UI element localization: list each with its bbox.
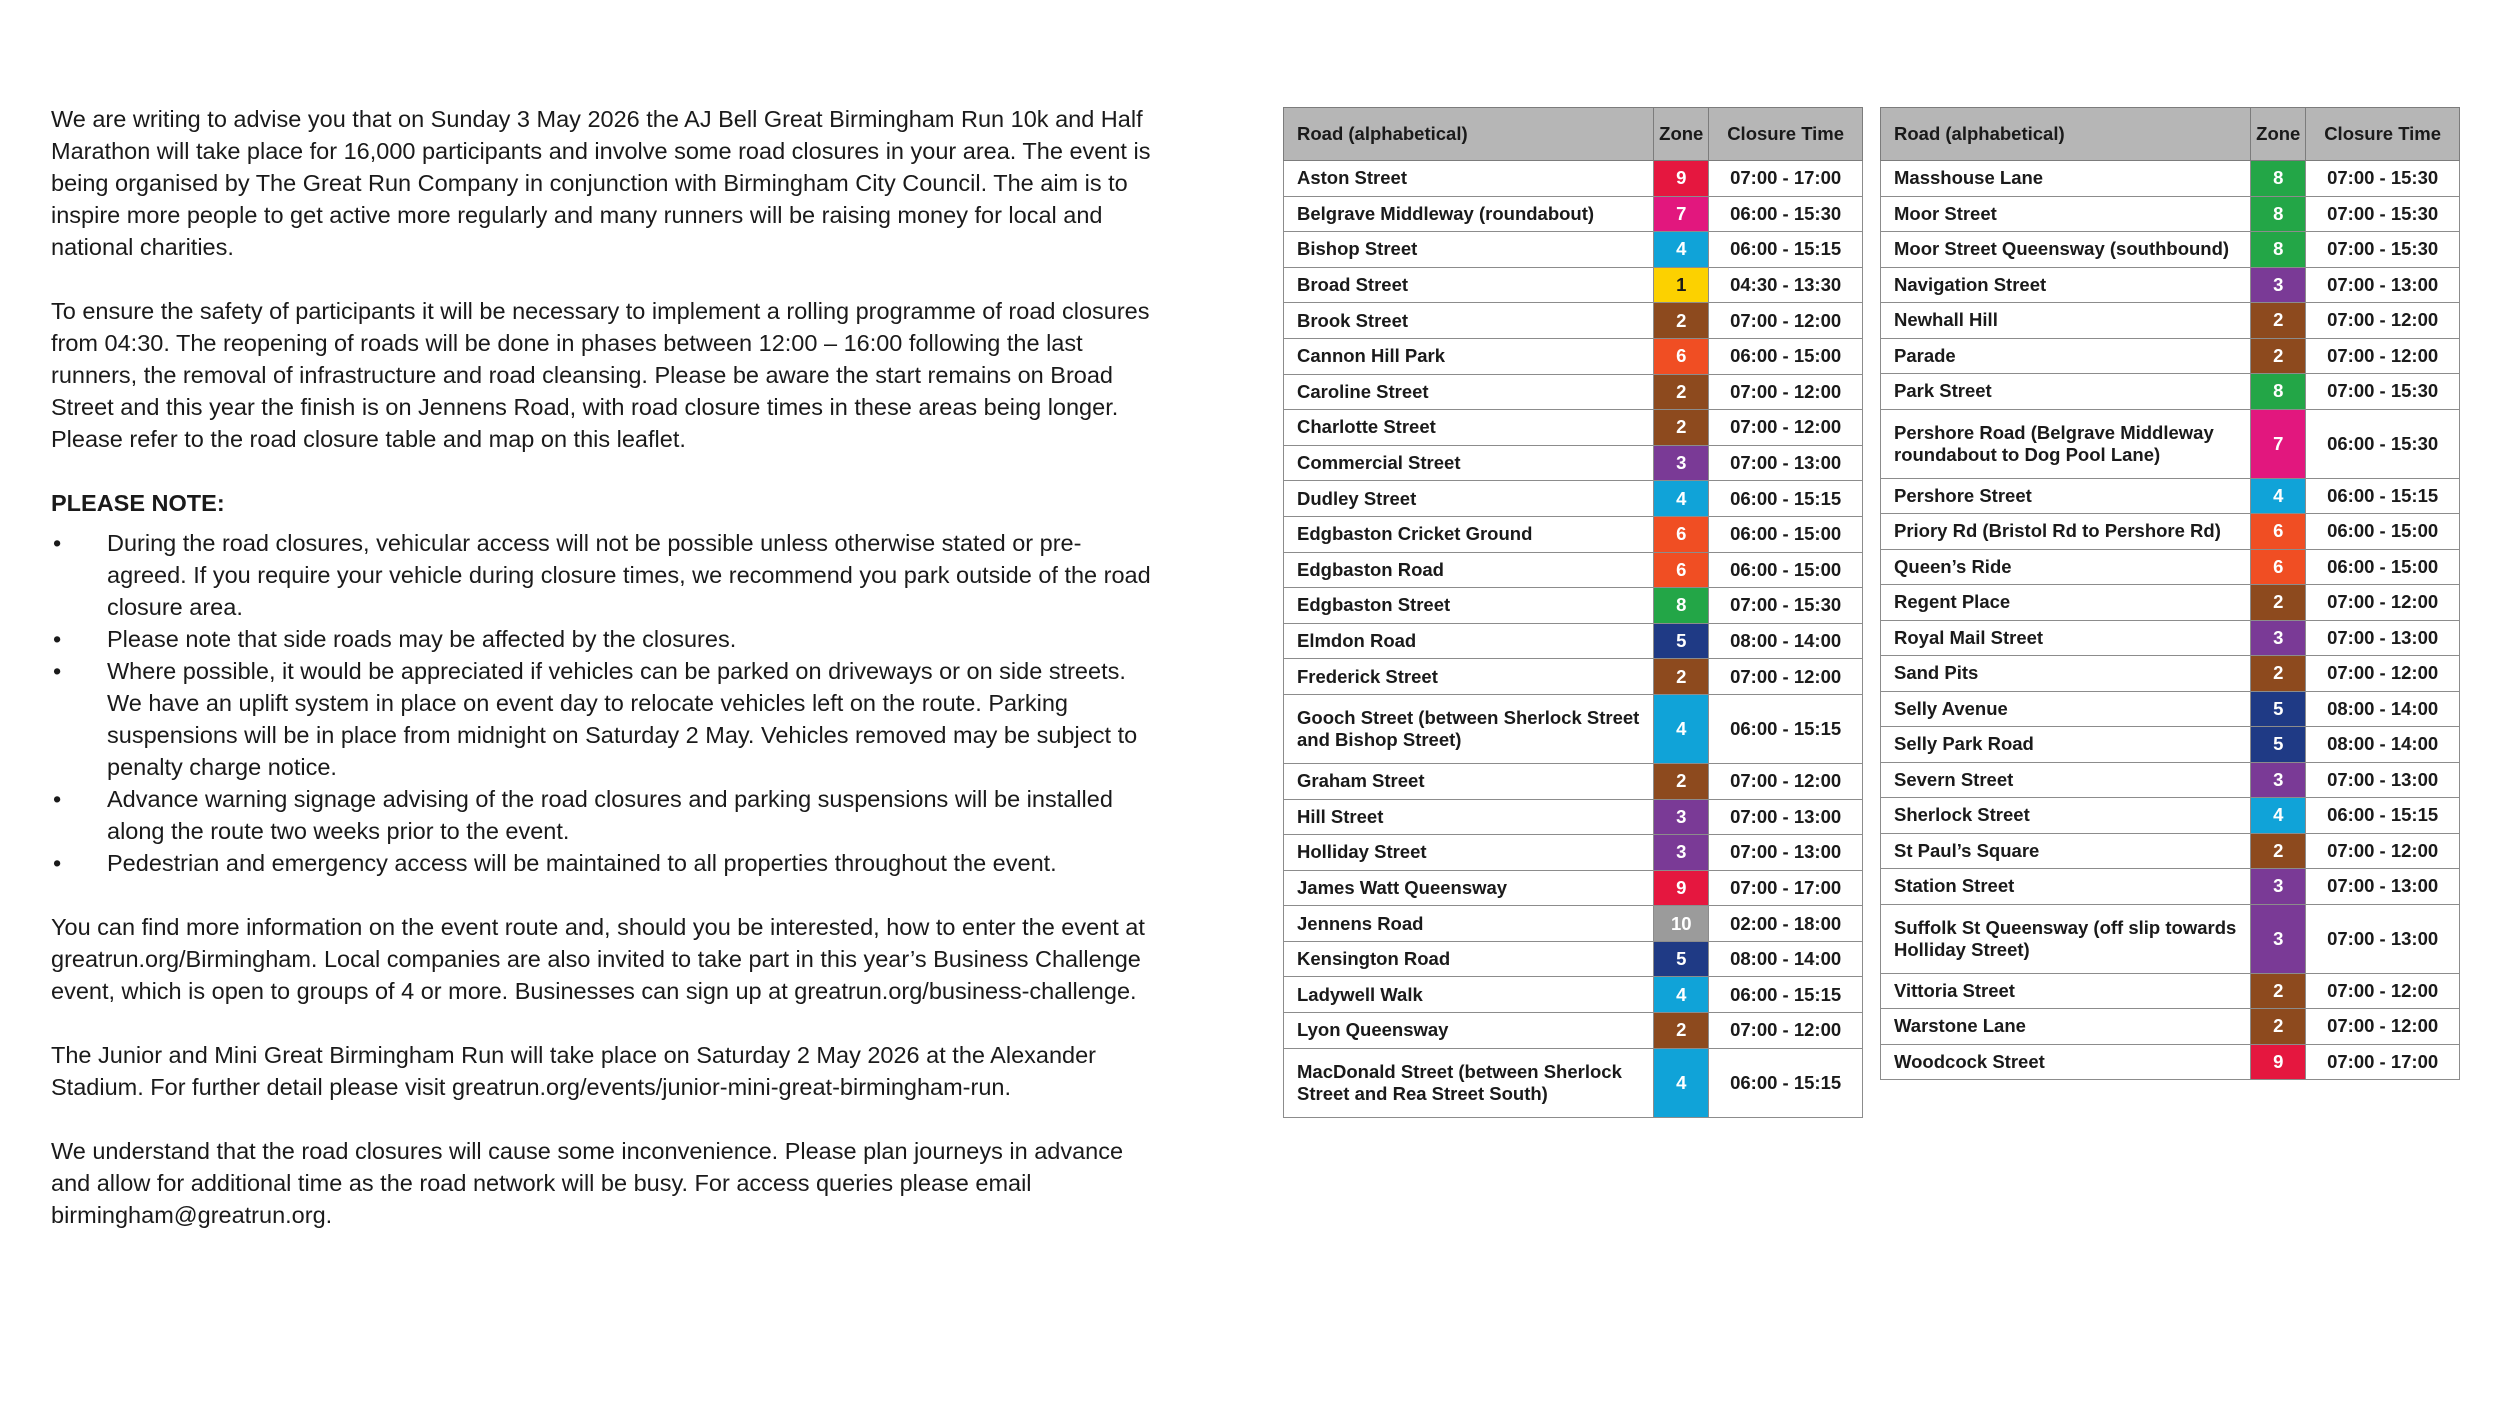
closure-time-cell: 08:00 - 14:00 [2306,727,2460,763]
safety-paragraph: To ensure the safety of participants it will be necessary to implement a rolling programme of road closures from 04:30. The reopening of roads will be done in phases between 12:00 – 16:00 following the last runners, the removal of infrastructure and road cleansing. Please be aware the start remains on Broad Street and this year the finish is on Jennens Road, with road closure times in these areas being longer. Please refer to the road closure table and map on this leaflet. [51,298,1150,452]
note-text: Advance warning signage advising of the road closures and parking suspensions will be installed along the route two weeks prior to the event. [107,786,1113,844]
table-row [1881,338,2460,374]
closure-time-cell: 06:00 - 15:15 [1709,1048,1863,1117]
zone-badge: 8 [2251,374,2306,410]
table-row [1284,694,1863,763]
zone-badge: 5 [1654,623,1709,659]
zone-badge: 2 [2251,303,2306,339]
zone-badge: 4 [1654,481,1709,517]
table-row [1284,196,1863,232]
note-text: Pedestrian and emergency access will be maintained to all properties throughout the event. [107,850,1057,876]
closure-time-cell: 07:00 - 15:30 [2306,161,2460,197]
road-name-cell: Commercial Street [1284,445,1654,481]
road-name-cell: Elmdon Road [1284,623,1654,659]
road-name-cell: Graham Street [1284,763,1654,799]
note-item [51,655,1161,783]
table-row [1284,552,1863,588]
road-name-cell: Priory Rd (Bristol Rd to Pershore Rd) [1881,514,2251,550]
table-row [1881,374,2460,410]
table-row [1284,588,1863,624]
road-name-cell: Gooch Street (between Sherlock Street and Bishop Street) [1284,694,1654,763]
road-name-cell: Lyon Queensway [1284,1013,1654,1049]
zone-badge: 2 [1654,763,1709,799]
closure-time-cell: 07:00 - 12:00 [1709,1013,1863,1049]
closure-time-cell: 07:00 - 17:00 [1709,161,1863,197]
table-row [1881,549,2460,585]
table-row [1284,1048,1863,1117]
table-row [1284,977,1863,1013]
note-text: During the road closures, vehicular access will not be possible unless otherwise stated or pre-agreed. If you require your vehicle during closure times, we recommend you park outside of the road closure area. [107,530,1151,620]
table-header-row [1881,108,2460,161]
zone-badge: 8 [2251,196,2306,232]
table-row [1284,1013,1863,1049]
zone-badge: 2 [2251,656,2306,692]
road-name-cell: Newhall Hill [1881,303,2251,339]
closure-time-cell: 06:00 - 15:00 [2306,514,2460,550]
closure-time-cell: 07:00 - 15:30 [2306,232,2460,268]
table-row [1881,798,2460,834]
zone-badge: 4 [1654,977,1709,1013]
table-row [1881,161,2460,197]
road-name-cell: Woodcock Street [1881,1044,2251,1080]
zone-badge: 3 [1654,445,1709,481]
closure-time-cell: 07:00 - 13:00 [2306,904,2460,973]
zone-badge: 6 [2251,514,2306,550]
please-note-heading: PLEASE NOTE: [51,490,225,516]
zone-badge: 4 [1654,1048,1709,1117]
road-name-cell: Severn Street [1881,762,2251,798]
closure-time-cell: 06:00 - 15:15 [1709,232,1863,268]
road-closure-table-left [1283,107,1863,1118]
road-name-cell: Caroline Street [1284,374,1654,410]
closure-time-cell: 08:00 - 14:00 [2306,691,2460,727]
closure-time-cell: 07:00 - 13:00 [1709,835,1863,871]
road-name-cell: Kensington Road [1284,941,1654,977]
zone-badge: 2 [1654,1013,1709,1049]
zone-badge: 7 [2251,409,2306,478]
zone-badge: 8 [1654,588,1709,624]
closure-time-cell: 06:00 - 15:00 [1709,338,1863,374]
table-row [1881,303,2460,339]
closure-time-cell: 08:00 - 14:00 [1709,623,1863,659]
table-row [1881,232,2460,268]
closure-time-cell: 06:00 - 15:15 [2306,478,2460,514]
table-row [1881,1044,2460,1080]
event-info-paragraph: You can find more information on the event route and, should you be interested, how to enter the event at greatrun.org/Birmingham. Local companies are also invited to take part in this year’s Business Challenge event, which is open to groups of 4 or more. Businesses can sign up at greatrun.org/business-challenge. [51,914,1145,1004]
closure-time-cell: 07:00 - 12:00 [1709,303,1863,339]
zone-badge: 3 [2251,869,2306,905]
road-name-cell: James Watt Queensway [1284,870,1654,906]
road-name-cell: Ladywell Walk [1284,977,1654,1013]
table-row [1284,303,1863,339]
table-row [1881,762,2460,798]
road-name-cell: Moor Street [1881,196,2251,232]
intro-paragraph: We are writing to advise you that on Sunday 3 May 2026 the AJ Bell Great Birmingham Run 10k and Half Marathon will take place for 16,000 participants and involve some road closures in your area. The event is being organised by The Great Run Company in conjunction with Birmingham City Council. The aim is to inspire more people to get active more regularly and many runners will be raising money for local and national charities. [51,106,1151,260]
road-name-cell: St Paul’s Square [1881,833,2251,869]
zone-badge: 6 [2251,549,2306,585]
notes-list [51,527,1161,879]
junior-run-paragraph: The Junior and Mini Great Birmingham Run will take place on Saturday 2 May 2026 at the Alexander Stadium. For further detail please visit greatrun.org/events/junior-mini-great-birmingham-run. [51,1042,1097,1100]
closure-time-cell: 06:00 - 15:15 [1709,481,1863,517]
zone-badge: 5 [2251,727,2306,763]
closure-time-cell: 07:00 - 12:00 [2306,656,2460,692]
zone-badge: 4 [2251,798,2306,834]
closure-time-cell: 06:00 - 15:15 [2306,798,2460,834]
closure-time-cell: 06:00 - 15:30 [2306,409,2460,478]
table-row [1284,906,1863,942]
road-name-cell: Dudley Street [1284,481,1654,517]
table-row [1881,1009,2460,1045]
road-name-cell: Edgbaston Cricket Ground [1284,516,1654,552]
closure-time-cell: 07:00 - 12:00 [2306,303,2460,339]
closure-time-cell: 07:00 - 12:00 [1709,763,1863,799]
table-row [1284,659,1863,695]
zone-badge: 6 [1654,552,1709,588]
road-name-cell: Aston Street [1284,161,1654,197]
road-name-cell: Brook Street [1284,303,1654,339]
bullet-icon: • [53,850,62,876]
zone-badge: 9 [1654,870,1709,906]
table-row [1284,941,1863,977]
road-name-cell: Holliday Street [1284,835,1654,871]
table-header-row [1284,108,1863,161]
table-row [1881,973,2460,1009]
road-name-cell: Suffolk St Queensway (off slip towards Holliday Street) [1881,904,2251,973]
closure-time-cell: 06:00 - 15:15 [1709,694,1863,763]
zone-badge: 2 [1654,303,1709,339]
zone-column-header: Zone [2251,108,2306,161]
road-name-cell: Pershore Road (Belgrave Middleway roundabout to Dog Pool Lane) [1881,409,2251,478]
road-name-cell: Selly Park Road [1881,727,2251,763]
table-row [1284,870,1863,906]
table-row [1284,267,1863,303]
closure-time-cell: 06:00 - 15:00 [1709,516,1863,552]
closure-time-cell: 07:00 - 15:30 [2306,374,2460,410]
bullet-icon: • [53,658,62,684]
closure-time-cell: 07:00 - 13:00 [1709,799,1863,835]
road-name-cell: Royal Mail Street [1881,620,2251,656]
zone-badge: 2 [2251,338,2306,374]
zone-badge: 4 [1654,232,1709,268]
table-row [1881,409,2460,478]
closure-time-cell: 02:00 - 18:00 [1709,906,1863,942]
road-name-cell: Pershore Street [1881,478,2251,514]
zone-badge: 8 [2251,232,2306,268]
zone-badge: 5 [1654,941,1709,977]
table-row [1284,161,1863,197]
table-row [1284,445,1863,481]
zone-badge: 3 [1654,799,1709,835]
zone-badge: 2 [2251,833,2306,869]
road-name-cell: Regent Place [1881,585,2251,621]
closure-time-column-header: Closure Time [2306,108,2460,161]
table-row [1284,410,1863,446]
zone-badge: 10 [1654,906,1709,942]
closure-time-cell: 07:00 - 12:00 [2306,1009,2460,1045]
zone-badge: 6 [1654,338,1709,374]
road-name-cell: Navigation Street [1881,267,2251,303]
road-column-header: Road (alphabetical) [1284,108,1654,161]
closure-time-cell: 07:00 - 12:00 [2306,833,2460,869]
table-row [1284,481,1863,517]
note-item [51,527,1161,623]
table-row [1881,620,2460,656]
road-name-cell: Broad Street [1284,267,1654,303]
road-name-cell: Sand Pits [1881,656,2251,692]
road-name-cell: Edgbaston Road [1284,552,1654,588]
zone-badge: 3 [2251,762,2306,798]
road-name-cell: Warstone Lane [1881,1009,2251,1045]
table-row [1284,799,1863,835]
zone-badge: 8 [2251,161,2306,197]
road-closure-table-right [1880,107,2460,1080]
zone-badge: 2 [1654,410,1709,446]
closure-time-cell: 06:00 - 15:15 [1709,977,1863,1013]
zone-badge: 9 [1654,161,1709,197]
closure-time-cell: 06:00 - 15:00 [1709,552,1863,588]
bullet-icon: • [53,786,62,812]
road-column-header: Road (alphabetical) [1881,108,2251,161]
road-name-cell: Moor Street Queensway (southbound) [1881,232,2251,268]
road-name-cell: Queen’s Ride [1881,549,2251,585]
table-row [1284,516,1863,552]
note-item [51,847,1161,879]
closure-time-cell: 06:00 - 15:30 [1709,196,1863,232]
closure-time-cell: 07:00 - 13:00 [2306,762,2460,798]
table-row [1284,623,1863,659]
road-name-cell: Masshouse Lane [1881,161,2251,197]
table-row [1881,267,2460,303]
zone-badge: 2 [1654,659,1709,695]
road-name-cell: Frederick Street [1284,659,1654,695]
closure-time-cell: 08:00 - 14:00 [1709,941,1863,977]
table-row [1881,478,2460,514]
zone-badge: 3 [2251,267,2306,303]
closure-time-cell: 07:00 - 17:00 [2306,1044,2460,1080]
closure-time-cell: 07:00 - 13:00 [2306,267,2460,303]
closure-time-cell: 06:00 - 15:00 [2306,549,2460,585]
table-row [1881,833,2460,869]
note-item [51,623,1161,655]
zone-badge: 2 [2251,585,2306,621]
road-name-cell: Belgrave Middleway (roundabout) [1284,196,1654,232]
zone-badge: 2 [1654,374,1709,410]
zone-badge: 6 [1654,516,1709,552]
note-text: Where possible, it would be appreciated if vehicles can be parked on driveways or on side streets. We have an uplift system in place on event day to relocate vehicles left on the route. Parking suspensions will be in place from midnight on Saturday 2 May. Vehicles removed may be subject to penalty charge notice. [107,658,1138,780]
road-name-cell: Hill Street [1284,799,1654,835]
road-name-cell: Park Street [1881,374,2251,410]
zone-badge: 2 [2251,1009,2306,1045]
table-row [1881,514,2460,550]
road-name-cell: Vittoria Street [1881,973,2251,1009]
closure-time-cell: 07:00 - 12:00 [2306,585,2460,621]
zone-badge: 4 [2251,478,2306,514]
letter-text [51,103,1161,1263]
table-row [1284,338,1863,374]
zone-badge: 3 [2251,904,2306,973]
closure-time-cell: 07:00 - 15:30 [1709,588,1863,624]
bullet-icon: • [53,530,62,556]
road-name-cell: Edgbaston Street [1284,588,1654,624]
road-name-cell: Bishop Street [1284,232,1654,268]
table-row [1881,869,2460,905]
zone-badge: 2 [2251,973,2306,1009]
closure-time-cell: 07:00 - 13:00 [2306,620,2460,656]
table-row [1881,904,2460,973]
table-row [1881,656,2460,692]
zone-badge: 7 [1654,196,1709,232]
note-item [51,783,1161,847]
closure-time-cell: 07:00 - 17:00 [1709,870,1863,906]
road-name-cell: Jennens Road [1284,906,1654,942]
table-row [1284,374,1863,410]
closure-time-cell: 07:00 - 15:30 [2306,196,2460,232]
zone-badge: 3 [1654,835,1709,871]
zone-badge: 9 [2251,1044,2306,1080]
zone-badge: 1 [1654,267,1709,303]
table-row [1284,763,1863,799]
closure-time-cell: 07:00 - 13:00 [2306,869,2460,905]
road-name-cell: Sherlock Street [1881,798,2251,834]
table-row [1284,232,1863,268]
closure-time-cell: 07:00 - 12:00 [1709,410,1863,446]
road-name-cell: Station Street [1881,869,2251,905]
table-row [1881,727,2460,763]
road-name-cell: MacDonald Street (between Sherlock Street and Rea Street South) [1284,1048,1654,1117]
zone-badge: 4 [1654,694,1709,763]
table-row [1284,835,1863,871]
closure-time-cell: 07:00 - 13:00 [1709,445,1863,481]
bullet-icon: • [53,626,62,652]
table-row [1881,585,2460,621]
zone-badge: 5 [2251,691,2306,727]
road-name-cell: Cannon Hill Park [1284,338,1654,374]
closure-time-cell: 04:30 - 13:30 [1709,267,1863,303]
closure-time-cell: 07:00 - 12:00 [1709,659,1863,695]
closure-time-cell: 07:00 - 12:00 [2306,338,2460,374]
closure-time-cell: 07:00 - 12:00 [2306,973,2460,1009]
zone-column-header: Zone [1654,108,1709,161]
table-row [1881,196,2460,232]
closure-time-column-header: Closure Time [1709,108,1863,161]
closure-time-cell: 07:00 - 12:00 [1709,374,1863,410]
contact-paragraph: We understand that the road closures will cause some inconvenience. Please plan journeys in advance and allow for additional time as the road network will be busy. For access queries please email birmingham@greatrun.org. [51,1138,1124,1228]
note-text: Please note that side roads may be affected by the closures. [107,626,737,652]
table-row [1881,691,2460,727]
road-name-cell: Charlotte Street [1284,410,1654,446]
zone-badge: 3 [2251,620,2306,656]
road-name-cell: Selly Avenue [1881,691,2251,727]
road-name-cell: Parade [1881,338,2251,374]
